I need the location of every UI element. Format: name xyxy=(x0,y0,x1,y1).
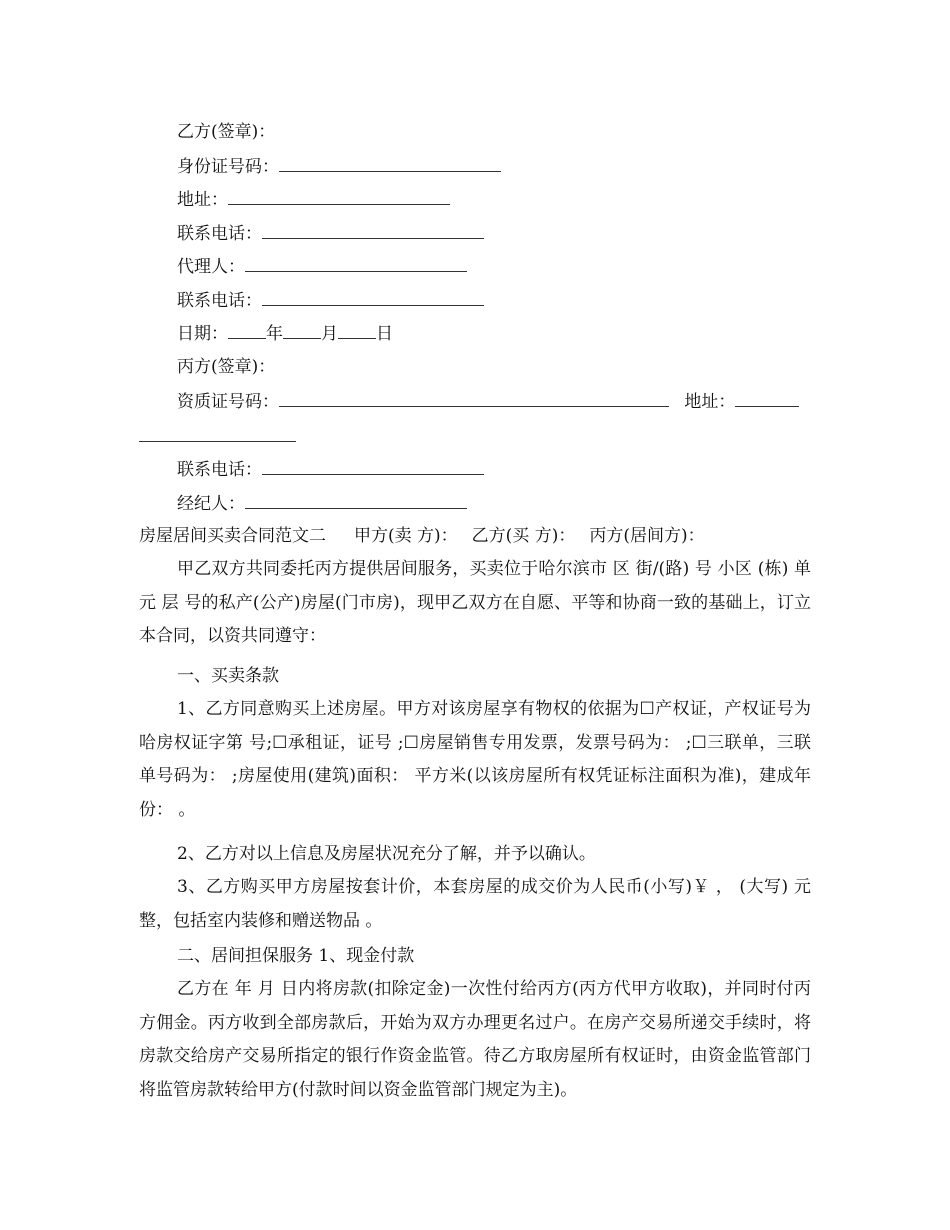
party-b-date-label: 日期： xyxy=(177,324,228,344)
section2-title: 二、居间担保服务 1、现金付款 xyxy=(177,946,415,966)
party-c-signature xyxy=(177,356,275,378)
clause-3: 3、乙方购买甲方房屋按套计价，本套房屋的成交价为人民币(小写)￥ ， (大写) 元整，包括室内装修和赠送物品 。 xyxy=(139,877,811,931)
section1-title: 一、买卖条款 xyxy=(177,666,279,686)
party-c-address-field[interactable] xyxy=(735,390,799,407)
header-party-b: 乙方(买 方)： xyxy=(471,526,576,546)
party-b-address-label: 地址： xyxy=(177,190,228,210)
party-b-phone-label: 联系电话： xyxy=(177,224,262,244)
header-party-c: 丙方(居间方)： xyxy=(589,526,705,546)
party-b-agent-phone-field[interactable] xyxy=(262,289,484,306)
party-c-broker-label: 经纪人： xyxy=(177,494,245,514)
party-c-address-field-continued[interactable] xyxy=(139,441,296,442)
party-b-agent-label: 代理人： xyxy=(177,257,245,277)
party-b-id-row xyxy=(177,155,501,178)
date-day-label: 日 xyxy=(376,324,393,344)
party-c-address-label: 地址： xyxy=(684,392,736,412)
contract-header xyxy=(139,525,705,547)
party-c-phone-field[interactable] xyxy=(262,458,484,475)
party-b-date-row xyxy=(177,322,393,345)
party-c-signature-label: 丙方(签章)： xyxy=(177,357,276,377)
intro-paragraph: 甲乙双方共同委托丙方提供居间服务，买卖位于哈尔滨市 区 街/(路) 号 小区 (栋) 单元 层 号的私产(公产)房屋(门市房)，现甲乙双方在自愿、平等和协商一致的基础上，订立本合同，以资共同遵守： xyxy=(139,559,811,646)
party-c-phone-row xyxy=(177,458,484,481)
party-c-phone-label: 联系电话： xyxy=(177,460,262,480)
party-c-qualification-field[interactable] xyxy=(279,390,669,407)
party-c-qualification-row xyxy=(177,390,799,413)
party-b-agent-phone-label: 联系电话： xyxy=(177,291,262,311)
party-b-id-field[interactable] xyxy=(279,155,501,172)
party-b-signature xyxy=(177,121,275,143)
party-b-address-field[interactable] xyxy=(228,188,450,205)
date-day-field[interactable] xyxy=(338,322,376,339)
party-c-qualification-label: 资质证号码： xyxy=(177,392,279,412)
party-b-phone-row xyxy=(177,222,484,245)
party-c-broker-row xyxy=(177,492,467,515)
date-year-field[interactable] xyxy=(228,322,266,339)
date-month-label: 月 xyxy=(321,324,338,344)
payment-paragraph: 乙方在 年 月 日内将房款(扣除定金)一次性付给丙方(丙方代甲方收取)，并同时付丙方佣金。丙方收到全部房款后，开始为双方办理更名过户。在房产交易所递交手续时，将房款交给房产交易所指定的银行作资金监管。待乙方取房屋所有权证时，由资金监管部门将监管房款转给甲方(付款时间以资金监管部门规定为主)。 xyxy=(139,979,811,1100)
party-b-phone-field[interactable] xyxy=(262,222,484,239)
party-c-broker-field[interactable] xyxy=(245,492,467,509)
date-month-field[interactable] xyxy=(283,322,321,339)
date-year-label: 年 xyxy=(266,324,283,344)
contract-title: 房屋居间买卖合同范文二 xyxy=(139,526,326,546)
party-b-agent-phone-row xyxy=(177,289,484,312)
clause-1: 1、乙方同意购买上述房屋。甲方对该房屋享有物权的依据为☐产权证，产权证号为哈房权证字第 号;☐承租证，证号 ;☐房屋销售专用发票，发票号码为： ;☐三联单，三联单号码为： ;房屋使用(建筑)面积： 平方米(以该房屋所有权凭证标注面积为准)，建成年份： 。 xyxy=(139,699,811,820)
party-b-address-row xyxy=(177,188,450,211)
party-b-signature-label: 乙方(签章)： xyxy=(177,122,276,142)
header-party-a: 甲方(卖 方)： xyxy=(354,526,458,546)
clause-2: 2、乙方对以上信息及房屋状况充分了解，并予以确认。 xyxy=(177,844,596,864)
party-b-id-label: 身份证号码： xyxy=(177,157,279,177)
party-b-agent-row xyxy=(177,255,467,278)
party-b-agent-field[interactable] xyxy=(245,255,467,272)
